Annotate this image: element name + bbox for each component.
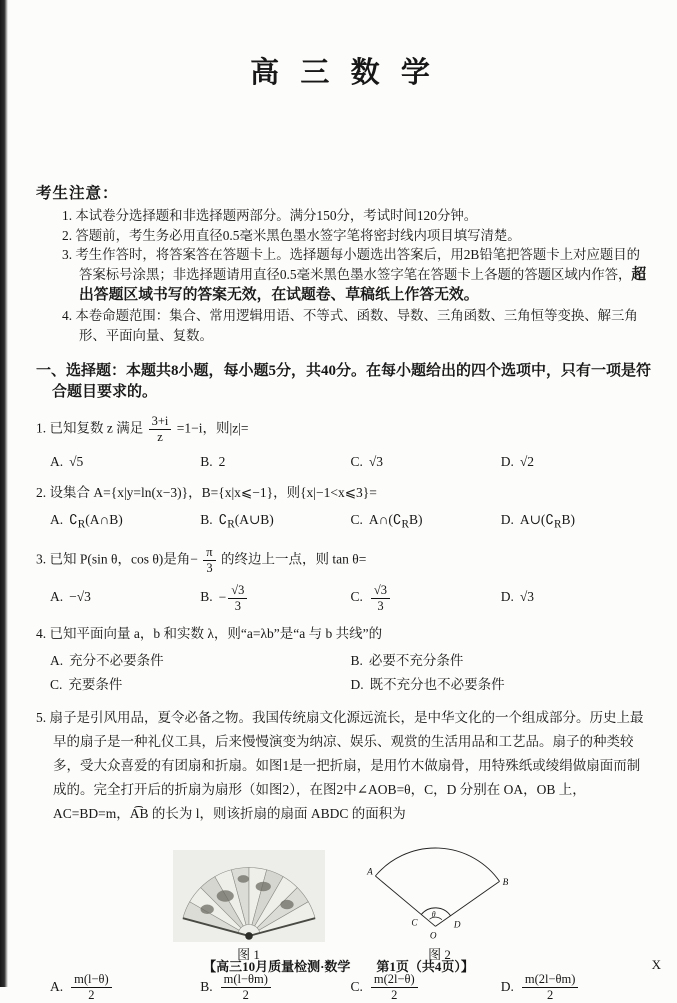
option-d [501, 510, 651, 535]
option-label: B. [200, 978, 213, 994]
option-value: A∪(∁ [519, 511, 555, 527]
option-value: B) [409, 511, 423, 527]
figure-1-caption: 图 1 [237, 947, 260, 963]
fraction-numerator: m(2l−θ) [373, 972, 415, 987]
option-label: A. [50, 978, 64, 994]
option-label: A. [50, 511, 64, 527]
label-O: O [429, 930, 437, 941]
option-b [200, 510, 350, 535]
option-d [501, 972, 651, 1003]
option-b [200, 972, 350, 1003]
option-value: √3 [519, 589, 535, 605]
option-value: ∁ [218, 511, 228, 527]
option-value: A∩(∁ [368, 511, 402, 527]
option-label: B. [200, 589, 213, 605]
option-label: C. [350, 978, 363, 994]
fraction-denominator: 2 [522, 987, 579, 1003]
option-d [501, 452, 651, 472]
question-2-options [36, 510, 651, 535]
fraction [71, 972, 112, 1003]
fraction-denominator: 2 [371, 987, 418, 1003]
fraction-numerator: √3 [231, 582, 245, 597]
fraction [221, 972, 271, 1003]
question-5-figures [36, 836, 651, 965]
notice-item-text: 考生作答时，将答案答在答题卡上。选择题每小题选出答案后，用2B铅笔把答题卡上对应题目的答案标号涂黑；非选择题请用直径0.5毫米黑色墨水签字笔在答题卡上各题的答题区域内作答， [75, 247, 641, 282]
question-4-options-row-2 [36, 675, 651, 695]
option-value: ∁ [69, 511, 78, 527]
option-c [50, 675, 351, 695]
option-value: 2 [218, 453, 226, 469]
option-label: D. [500, 453, 514, 469]
option-label: B. [200, 453, 213, 469]
option-label: C. [350, 589, 363, 605]
fraction-denominator: 2 [71, 987, 112, 1003]
label-C: C [410, 917, 418, 928]
option-c [351, 972, 501, 1003]
fraction-numerator: 3+i [151, 414, 169, 429]
fraction-numerator: m(l−θ) [74, 972, 109, 987]
question-1-stem [36, 414, 651, 445]
option-label: D. [350, 677, 364, 693]
option-value: 必要不充分条件 [368, 653, 464, 669]
figure-2-caption: 图 2 [428, 947, 451, 963]
question-3-options [36, 583, 651, 614]
stem-text: 3. 已知 P(sin θ，cos θ)是角− [36, 551, 198, 567]
fraction-numerator: m(2l−θm) [524, 972, 576, 987]
option-a [50, 510, 200, 535]
option-value: √3 [368, 453, 384, 469]
question-4 [36, 624, 651, 695]
stem-text: 的终边上一点，则 tan θ= [220, 551, 367, 567]
option-c [351, 510, 501, 535]
label-B: B [502, 877, 508, 888]
fraction-denominator: 3 [228, 598, 247, 614]
notice-item-4 [62, 306, 651, 345]
fraction-denominator: 3 [203, 560, 215, 576]
label-D: D [453, 919, 460, 930]
option-label: C. [350, 511, 363, 527]
minus-sign: − [218, 589, 227, 605]
option-label: B. [200, 511, 213, 527]
notice-heading: 考生注意： [36, 185, 119, 202]
question-1 [36, 414, 651, 472]
option-value: B) [561, 511, 576, 527]
option-label: D. [500, 978, 514, 994]
fraction [371, 972, 418, 1003]
option-c [351, 583, 501, 614]
question-5-stem: 5. 扇子是引风用品，夏令必备之物。我国传统扇文化源远流长，是中华文化的一个组成部分。历史上最早的扇子是一种礼仪工具，后来慢慢演变为纳凉、娱乐、观赏的生活用品和工艺品。扇子的种类较多，受大众喜爱的有团扇和折扇。如图1是一把折扇，是用竹木做扇骨，用特殊纸或绫绢做扇面而制成的。完全打开后的折扇为扇形（如图2），在图2中∠AOB=θ，C，D 分别在 OA，OB 上，AC=BD=m，A͡B 的长为 l，则该折扇的扇面 ABDC 的面积为 [36, 710, 644, 822]
fraction-numerator: m(l−θm) [223, 972, 268, 987]
notice-item-3 [62, 245, 651, 306]
option-value: (A∪B) [234, 511, 274, 527]
notice-item-number: 1. [62, 208, 73, 223]
notice-section [36, 181, 651, 345]
question-4-stem: 4. 已知平面向量 a，b 和实数 λ，则“a=λb”是“a 与 b 共线”的 [36, 626, 383, 642]
notice-item-1 [62, 206, 651, 226]
question-3-stem [36, 545, 651, 576]
option-a [50, 972, 200, 1003]
option-b [200, 583, 350, 614]
label-theta: θ [431, 910, 436, 920]
fraction [522, 972, 579, 1003]
fraction-denominator: 3 [371, 598, 390, 614]
option-b [351, 651, 652, 671]
option-a [50, 587, 200, 607]
fraction-denominator: z [149, 429, 172, 445]
question-2-stem: 2. 设集合 A={x|y=ln(x−3)}，B={x|x⩽−1}，则{x|−1<x⩽3}= [36, 484, 377, 500]
folding-fan-image [173, 850, 325, 942]
page-title: 高 三 数 学 [250, 57, 437, 89]
fraction [228, 583, 247, 614]
option-value: √2 [519, 453, 535, 469]
option-c [351, 452, 501, 472]
stem-text: =1−i，则|z|= [176, 420, 249, 436]
subscript: R [401, 518, 409, 531]
option-label: A. [50, 589, 64, 605]
option-b [200, 452, 350, 472]
fraction-numerator: π [206, 545, 213, 560]
notice-item-number: 2. [62, 227, 73, 243]
notice-item-text: 本试卷分选择题和非选择题两部分。满分150分，考试时间120分钟。 [75, 208, 478, 223]
page-footer [0, 956, 677, 975]
question-3 [36, 545, 651, 613]
figure-1 [173, 850, 325, 965]
fraction [371, 583, 390, 614]
option-label: D. [500, 511, 514, 527]
option-value: 充分不必要条件 [69, 653, 164, 669]
option-d [501, 587, 651, 607]
option-value: 既不充分也不必要条件 [369, 677, 505, 693]
notice-list [62, 206, 651, 345]
sector-diagram [365, 836, 515, 942]
fraction [203, 545, 215, 576]
stem-text: 1. 已知复数 z 满足 [36, 420, 144, 436]
notice-item-bold-text: 超出答题区域书写的答案无效，在试题卷、草稿纸上作答无效。 [79, 266, 647, 304]
notice-item-number: 3. [62, 247, 73, 263]
option-value: (A∩B) [85, 511, 123, 527]
fraction-denominator: 2 [221, 987, 271, 1003]
footer-page-mark: X [651, 957, 661, 972]
question-2 [36, 483, 651, 535]
question-1-options [36, 452, 651, 472]
option-label: C. [350, 453, 363, 469]
notice-item-text: 本卷命题范围：集合、常用逻辑用语、不等式、函数、导数、三角函数、三角恒等变换、解三角形、平面向量、复数。 [75, 307, 638, 343]
notice-item-2 [62, 226, 651, 246]
option-d [351, 675, 652, 695]
label-A: A [366, 867, 373, 878]
figure-2 [365, 836, 515, 965]
subscript: R [227, 518, 235, 531]
option-label: B. [350, 653, 363, 669]
fraction-numerator: √3 [373, 582, 388, 597]
option-value: 充要条件 [68, 677, 123, 693]
option-a [50, 452, 200, 472]
option-label: C. [50, 677, 63, 693]
question-4-options-row-1 [36, 651, 651, 671]
subscript: R [554, 518, 562, 531]
scan-edge-artifact [0, 0, 8, 987]
notice-item-number: 4. [62, 307, 73, 323]
option-label: A. [50, 653, 64, 669]
section-1-heading: 一、选择题：本题共8小题，每小题5分，共40分。在每小题给出的四个选项中，只有一项是符合题目要求的。 [36, 363, 652, 401]
option-label: D. [500, 589, 514, 605]
footer-text: 【高三10月质量检测·数学 第1页（共4页）】 [203, 959, 474, 974]
question-5-options [36, 972, 651, 1003]
option-value: −√3 [69, 589, 91, 605]
subscript: R [77, 518, 86, 531]
fraction [149, 414, 172, 445]
option-label: A. [50, 453, 64, 469]
notice-item-text: 答题前，考生务必用直径0.5毫米黑色墨水签字笔将密封线内项目填写清楚。 [75, 227, 521, 243]
option-value: √5 [69, 453, 84, 469]
option-a [50, 651, 351, 671]
